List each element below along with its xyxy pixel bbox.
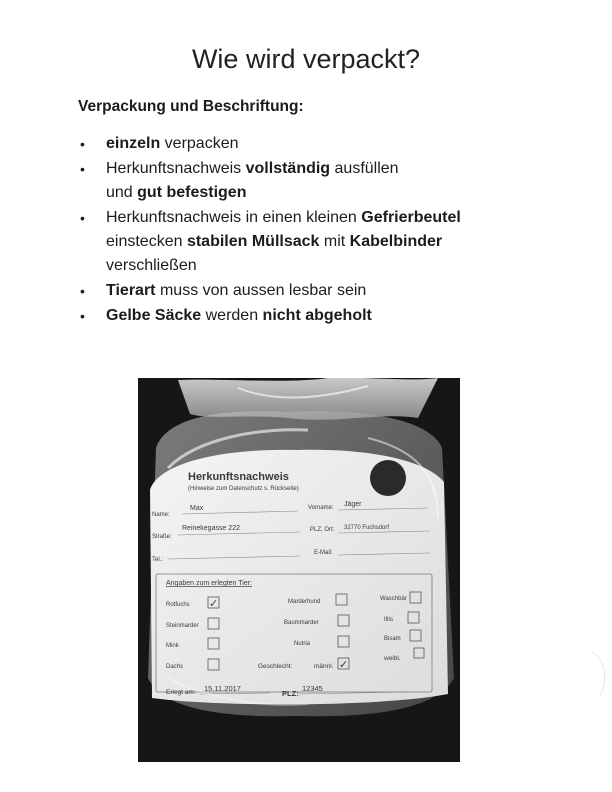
bullet-item — [78, 206, 558, 278]
animal-label: Mink — [166, 643, 179, 649]
animal-label: Dachs — [166, 664, 184, 670]
animal-label: Baummarder — [284, 620, 319, 626]
bullet-text: einstecken — [106, 233, 187, 250]
form-section-label: Angaben zum erlegten Tier: — [166, 580, 252, 587]
form-maennl-label: männl. — [314, 663, 334, 670]
form-geschlecht-label: Geschlecht: — [258, 663, 293, 670]
form-plz-label: PLZ: — [282, 689, 299, 698]
bullet-text: und — [106, 184, 138, 201]
animal-label: Iltis — [384, 617, 393, 623]
bullet-text: werden — [201, 307, 263, 324]
animal-label: Rotfuchs — [166, 602, 190, 608]
bullet-item — [78, 157, 558, 205]
bullet-bold-text: nicht abgeholt — [262, 307, 372, 324]
scan-mark-decoration — [572, 650, 612, 700]
form-name-label: Name: — [152, 512, 170, 518]
animal-label: Marderhund — [288, 599, 321, 605]
animal-label: Nutria — [294, 641, 311, 647]
bullet-item — [78, 132, 558, 156]
form-weibl-label: weibl. — [384, 655, 401, 662]
section-heading: Verpackung und Beschriftung: — [78, 98, 304, 115]
bullet-dot-icon: • — [80, 308, 85, 324]
animal-label: Waschbär — [380, 596, 407, 602]
form-plz-ort-label: PLZ, Ort: — [310, 527, 335, 533]
form-plz-value: 12345 — [302, 684, 323, 693]
bullet-dot-icon: • — [80, 283, 85, 299]
form-erlegt-value: 15.11.2017 — [204, 684, 241, 693]
bullet-item — [78, 304, 558, 328]
bullet-bold-text: Gefrierbeutel — [361, 209, 461, 226]
form-title: Herkunftsnachweis — [188, 471, 289, 483]
bullet-item — [78, 279, 558, 303]
bullet-bold-text: Tierart — [106, 282, 156, 299]
form-subtitle: (Hinweise zum Datenschutz s. Rückseite) — [188, 486, 299, 492]
bullet-bold-text: Gelbe Säcke — [106, 307, 202, 324]
animal-label: Steinmarder — [166, 623, 199, 629]
form-erlegt-label: Erlegt am: — [166, 689, 196, 696]
bullet-bold-text: gut befestigen — [137, 184, 247, 201]
bullet-text: verpacken — [160, 135, 239, 152]
bag-photo — [138, 378, 460, 762]
bullet-dot-icon: • — [80, 161, 85, 177]
form-strasse-value: Reinekegasse 222 — [182, 525, 240, 532]
animal-check-icon: ✓ — [209, 598, 219, 610]
form-logo-icon — [370, 460, 406, 496]
form-name-value: Max — [190, 505, 204, 512]
bullet-text: ausfüllen — [330, 160, 399, 177]
bullet-bold-text: vollständig — [245, 160, 331, 177]
form-vorname-label: Vorname: — [308, 505, 334, 511]
form-strasse-label: Straße: — [152, 534, 172, 540]
bullet-dot-icon: • — [80, 210, 85, 226]
bullet-text: verschließen — [106, 257, 197, 274]
form-email-label: E-Mail: — [314, 550, 333, 556]
form-vorname-value: Jäger — [344, 501, 362, 508]
bullet-bold-text: stabilen Müllsack — [186, 233, 320, 250]
maennl-check-icon: ✓ — [339, 659, 349, 671]
form-tel-label: Tel.: — [152, 557, 164, 563]
bullet-text: muss von aussen lesbar sein — [155, 282, 367, 299]
animal-label: Bisam — [384, 636, 401, 642]
bullet-text: mit — [319, 233, 350, 250]
bullet-text: Herkunftsnachweis — [106, 160, 246, 177]
bullet-dot-icon: • — [80, 136, 85, 152]
form-plz-ort-value: 32770 Fuchsdorf — [344, 525, 390, 531]
bag-photo-svg — [138, 378, 460, 762]
bullet-text: Herkunftsnachweis in einen kleinen — [106, 209, 362, 226]
bullet-bold-text: Kabelbinder — [349, 233, 443, 250]
page-title: Wie wird verpackt? — [191, 44, 421, 74]
bullet-bold-text: einzeln — [106, 135, 161, 152]
bullet-list — [78, 132, 558, 328]
